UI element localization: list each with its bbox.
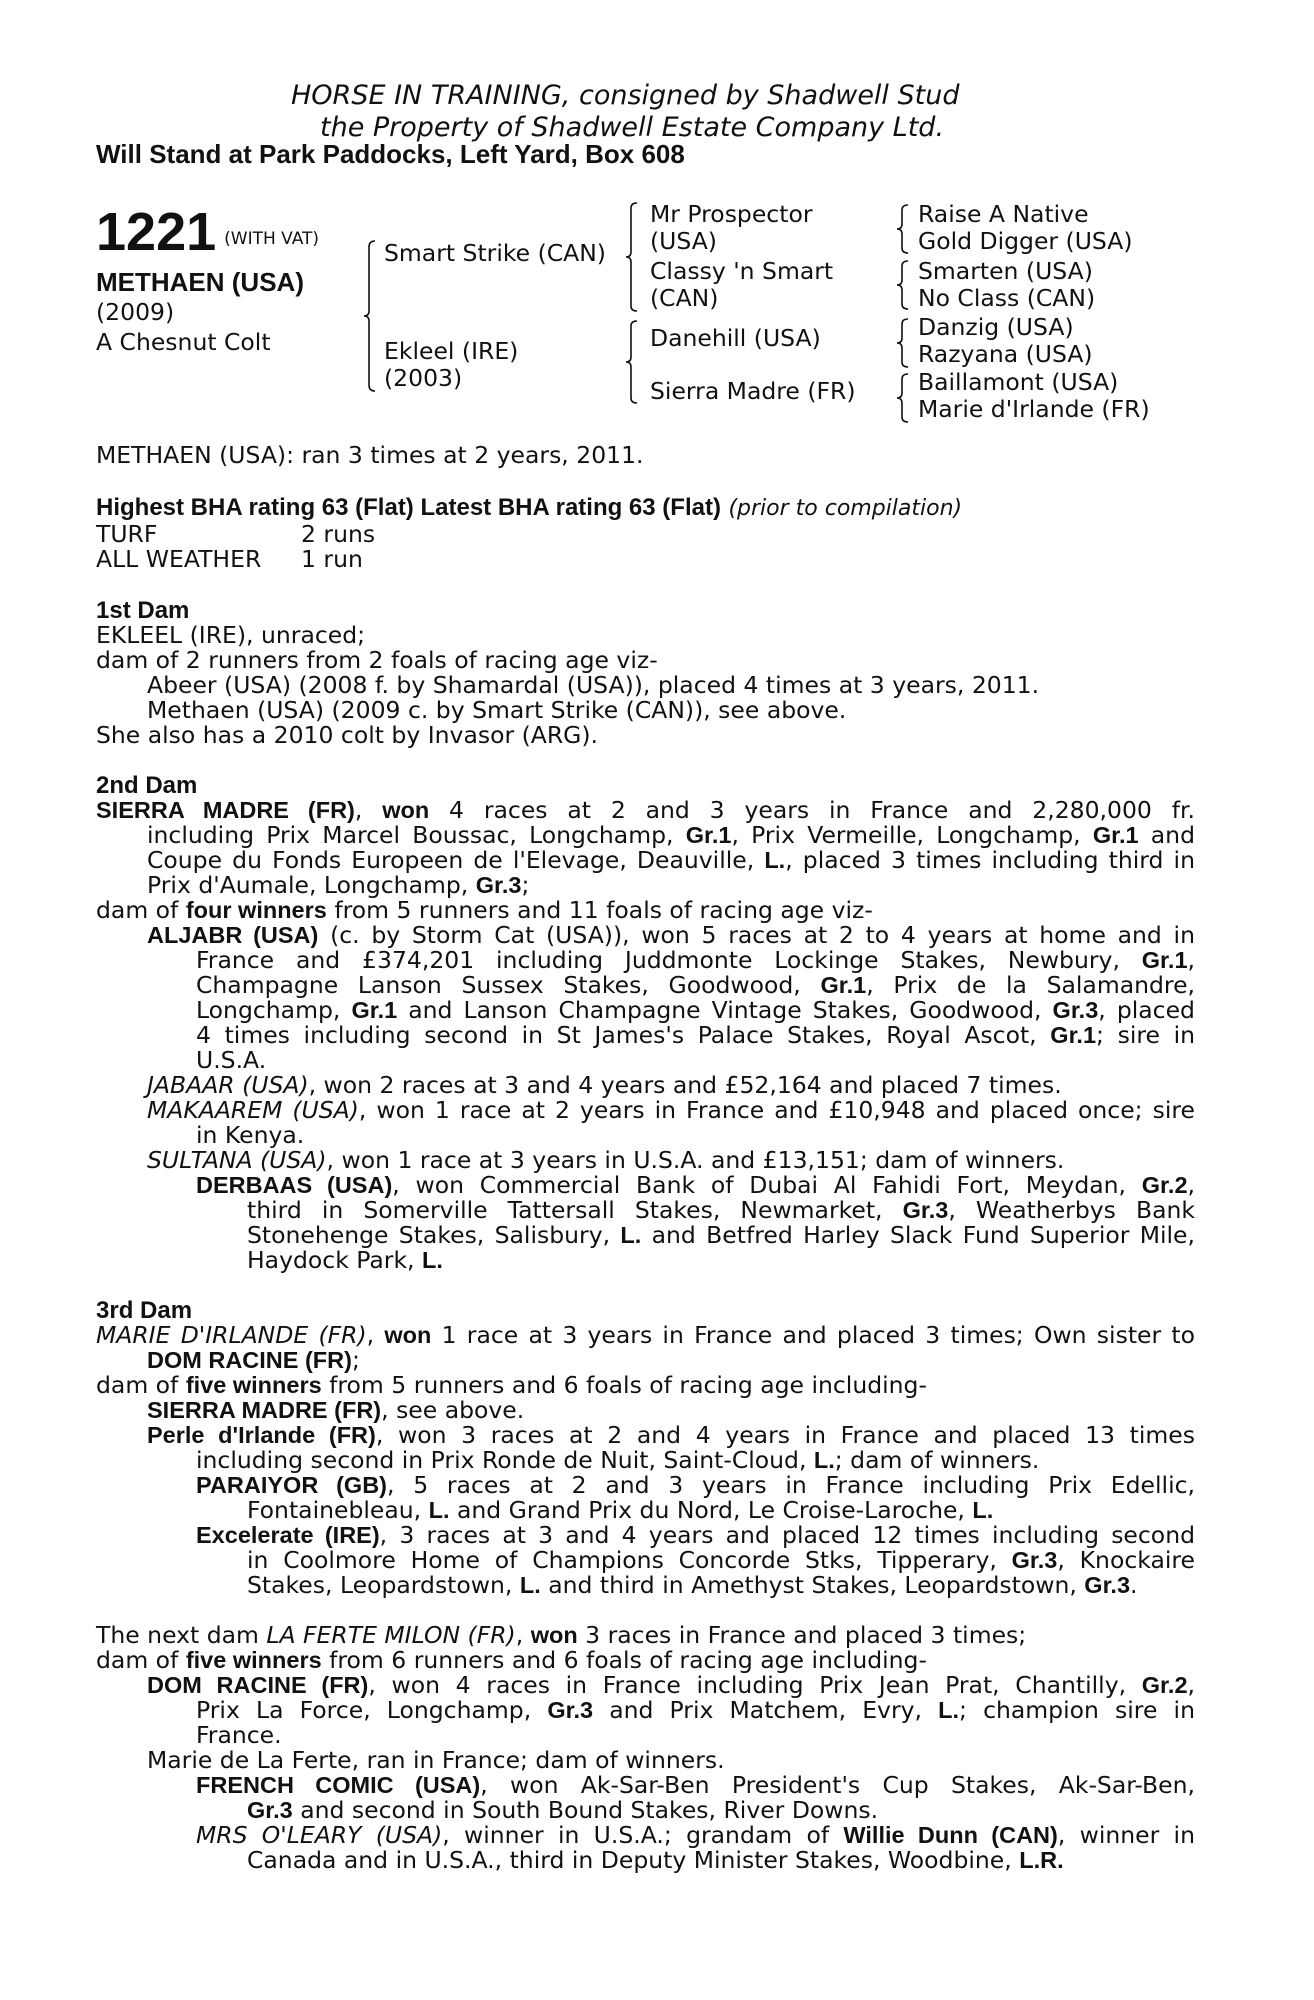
first-dam-note: She also has a 2010 colt by Invasor (ARG). [96, 721, 599, 749]
makaarem-line-2: in Kenya. [196, 1121, 305, 1149]
vat-note: (WITH VAT) [224, 229, 320, 249]
gen4-7: Baillamont (USA) [918, 368, 1119, 396]
gen4-3: Smarten (USA) [918, 257, 1093, 285]
dam-name: Ekleel (IRE) [384, 337, 519, 365]
lot-number: 1221 [96, 202, 217, 262]
header-consignor: HORSE IN TRAINING, consigned by Shadwell Stud [291, 80, 960, 111]
sultana-line: SULTANA (USA), won 1 race at 3 years in U.S.A. and £13,151; dam of winners. [147, 1146, 1065, 1174]
aw-runs: ALL WEATHER 1 run [96, 545, 363, 573]
sierra-line-2: including Prix Marcel Boussac, Longchamp, Gr.1, Prix Vermeille, Longchamp, Gr.1 and [147, 821, 1195, 849]
first-dam-foal-1: Abeer (USA) (2008 f. by Shamardal (USA)), placed 4 times at 3 years, 2011. [147, 671, 1040, 699]
excelerate-line-3: Stakes, Leopardstown, L. and third in Amethyst Stakes, Leopardstown, Gr.3. [247, 1571, 1138, 1599]
brace-g4-3 [897, 318, 909, 368]
perle-line-2: including second in Prix Ronde de Nuit, Saint-Cloud, L.; dam of winners. [196, 1446, 1040, 1474]
race-record: METHAEN (USA): ran 3 times at 2 years, 2011. [96, 441, 644, 469]
gen4-2: Gold Digger (USA) [918, 227, 1133, 255]
gen3-sire-dam-country: (CAN) [650, 284, 719, 312]
header-owner: the Property of Shadwell Estate Company Ltd. [320, 112, 945, 143]
french-comic-line-1: FRENCH COMIC (USA), won Ak-Sar-Ben President's Cup Stakes, Ak-Sar-Ben, [196, 1771, 1195, 1799]
aljabr-line-3: Champagne Lanson Sussex Stakes, Goodwood, Gr.1, Prix de la Salamandre, [196, 971, 1195, 999]
aljabr-line-1: ALJABR (USA) (c. by Storm Cat (USA)), won 5 races at 2 to 4 years at home and in [147, 921, 1195, 949]
first-dam-line: EKLEEL (IRE), unraced; [96, 621, 366, 649]
second-dam-heading: 2nd Dam [96, 772, 198, 799]
next-dam-line-1: The next dam LA FERTE MILON (FR), won 3 races in France and placed 3 times; [96, 1621, 1027, 1649]
excelerate-line-2: in Coolmore Home of Champions Concorde Stks, Tipperary, Gr.3, Knockaire [247, 1546, 1195, 1574]
aljabr-line-2: France and £374,201 including Juddmonte Lockinge Stakes, Newbury, Gr.1, [196, 946, 1195, 974]
dom-racine-line-1: DOM RACINE (FR), won 4 races in France including Prix Jean Prat, Chantilly, Gr.2, [147, 1671, 1195, 1699]
jabaar-line: JABAAR (USA), won 2 races at 3 and 4 years and £52,164 and placed 7 times. [147, 1071, 1062, 1099]
lot-number-row [96, 202, 320, 262]
gen3-sire-sire: Mr Prospector [650, 200, 813, 228]
first-dam-foal-2: Methaen (USA) (2009 c. by Smart Strike (CAN)), see above. [147, 696, 847, 724]
header-location: Will Stand at Park Paddocks, Left Yard, Box 608 [96, 139, 685, 169]
second-dam-produce: dam of four winners from 5 runners and 11 foals of racing age viz- [96, 896, 873, 924]
horse-year: (2009) [96, 298, 175, 326]
sierra-line-4: Prix d'Aumale, Longchamp, Gr.3; [147, 871, 530, 899]
next-dam-produce: dam of five winners from 6 runners and 6 foals of racing age including- [96, 1646, 927, 1674]
gen4-8: Marie d'Irlande (FR) [918, 395, 1150, 423]
perle-line-1: Perle d'Irlande (FR), won 3 races at 2 and 4 years in France and placed 13 times [147, 1421, 1195, 1449]
brace-main [364, 240, 376, 392]
derbaas-line-3: Stonehenge Stakes, Salisbury, L. and Betfred Harley Slack Fund Superior Mile, [247, 1221, 1195, 1249]
paraiyor-line-2: Fontainebleau, L. and Grand Prix du Nord, Le Croise-Laroche, L. [247, 1496, 994, 1524]
derbaas-line-2: third in Somerville Tattersall Stakes, Newmarket, Gr.3, Weatherbys Bank [247, 1196, 1195, 1224]
gen3-dam-sire: Danehill (USA) [650, 324, 821, 352]
marie-de-la-ferte: Marie de La Ferte, ran in France; dam of winners. [147, 1746, 725, 1774]
excelerate-line-1: Excelerate (IRE), 3 races at 3 and 4 years and placed 12 times including second [196, 1521, 1196, 1549]
horse-name: METHAEN (USA) [96, 267, 304, 297]
third-dam-produce: dam of five winners from 5 runners and 6 foals of racing age including- [96, 1371, 927, 1399]
brace-g4-4 [897, 373, 909, 423]
aljabr-line-6: U.S.A. [196, 1046, 267, 1074]
dam-year: (2003) [384, 364, 463, 392]
horse-description: A Chesnut Colt [96, 328, 271, 356]
aljabr-line-4: Longchamp, Gr.1 and Lanson Champagne Vintage Stakes, Goodwood, Gr.3, placed [196, 996, 1195, 1024]
bha-rating: Highest BHA rating 63 (Flat) Latest BHA rating 63 (Flat) (prior to compilation) [96, 494, 963, 521]
third-dam-heading: 3rd Dam [96, 1297, 193, 1324]
gen3-sire-sire-country: (USA) [650, 227, 717, 255]
marie-line-1: MARIE D'IRLANDE (FR), won 1 race at 3 years in France and placed 3 times; Own sister to [96, 1321, 1195, 1349]
sierra-line-1: SIERRA MADRE (FR), won 4 races at 2 and 3 years in France and 2,280,000 fr. [96, 796, 1195, 824]
gen3-dam-dam: Sierra Madre (FR) [650, 377, 856, 405]
aljabr-line-5: 4 times including second in St James's Palace Stakes, Royal Ascot, Gr.1; sire in [196, 1021, 1195, 1049]
paraiyor-line-1: PARAIYOR (GB), 5 races at 2 and 3 years in France including Prix Edellic, [196, 1471, 1195, 1499]
sierra-see-above: SIERRA MADRE (FR), see above. [147, 1396, 525, 1424]
makaarem-line-1: MAKAAREM (USA), won 1 race at 2 years in France and £10,948 and placed once; sire [147, 1096, 1195, 1124]
brace-dam [626, 320, 638, 405]
brace-g4-2 [897, 260, 909, 310]
first-dam-heading: 1st Dam [96, 597, 190, 624]
first-dam-produce: dam of 2 runners from 2 foals of racing age viz- [96, 646, 658, 674]
brace-g4-1 [897, 204, 909, 254]
gen4-1: Raise A Native [918, 200, 1089, 228]
dom-racine-line-3: France. [196, 1721, 282, 1749]
mrs-oleary-line-2: Canada and in U.S.A., third in Deputy Minister Stakes, Woodbine, L.R. [247, 1846, 1064, 1874]
gen4-4: No Class (CAN) [918, 284, 1096, 312]
turf-runs: TURF 2 runs [96, 520, 376, 548]
brace-sire [626, 202, 638, 312]
marie-line-2: DOM RACINE (FR); [147, 1346, 360, 1374]
gen4-6: Razyana (USA) [918, 340, 1093, 368]
sire-name: Smart Strike (CAN) [384, 239, 606, 267]
gen4-5: Danzig (USA) [918, 313, 1074, 341]
gen3-sire-dam: Classy 'n Smart [650, 257, 834, 285]
derbaas-line-1: DERBAAS (USA), won Commercial Bank of Dubai Al Fahidi Fort, Meydan, Gr.2, [196, 1171, 1195, 1199]
mrs-oleary-line-1: MRS O'LEARY (USA), winner in U.S.A.; grandam of Willie Dunn (CAN), winner in [196, 1821, 1195, 1849]
derbaas-line-4: Haydock Park, L. [247, 1246, 443, 1274]
french-comic-line-2: Gr.3 and second in South Bound Stakes, River Downs. [247, 1796, 879, 1824]
dom-racine-line-2: Prix La Force, Longchamp, Gr.3 and Prix Matchem, Evry, L.; champion sire in [196, 1696, 1195, 1724]
sierra-line-3: Coupe du Fonds Europeen de l'Elevage, Deauville, L., placed 3 times including third in [147, 846, 1195, 874]
